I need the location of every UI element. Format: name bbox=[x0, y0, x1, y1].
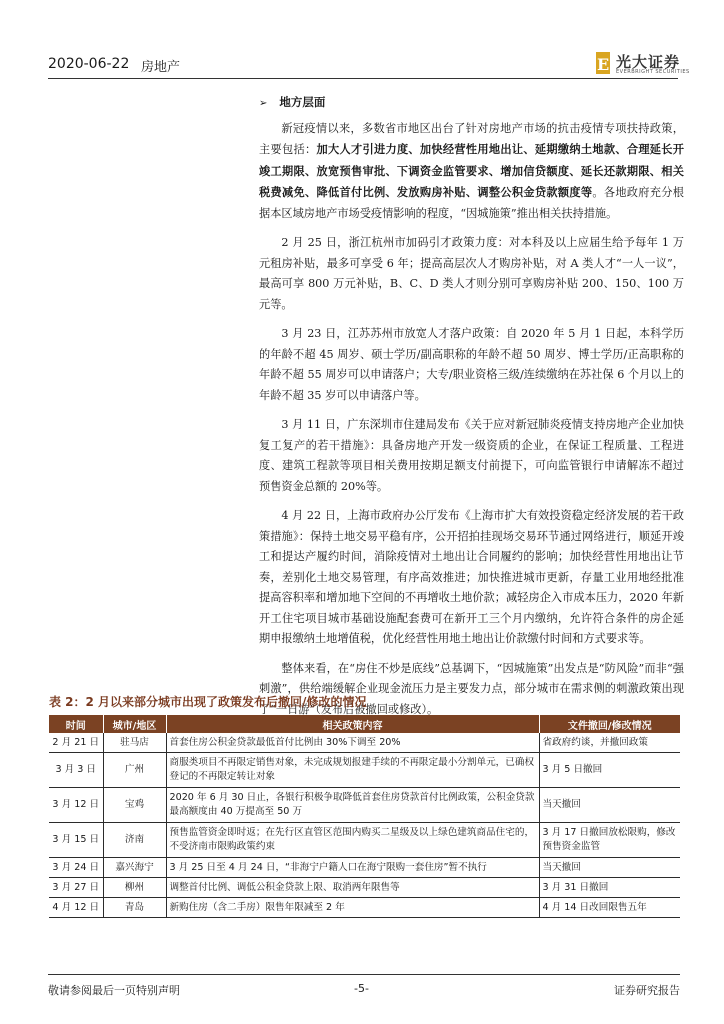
header-divider bbox=[48, 78, 678, 79]
everbright-logo bbox=[596, 50, 716, 78]
cell-city: 青岛 bbox=[103, 898, 166, 918]
cell-content: 首套住房公积金贷款最低首付比例由 30%下调至 20% bbox=[166, 733, 539, 753]
cell-status: 3 月 5 日撤回 bbox=[539, 753, 680, 788]
arrow-bullet-icon: ➢ bbox=[259, 98, 268, 109]
column-header: 文件撤回/修改情况 bbox=[539, 715, 680, 733]
cell-status: 3 月 31 日撤回 bbox=[539, 878, 680, 898]
logo-cn-text: 光大证券 bbox=[616, 53, 681, 71]
table-row bbox=[49, 753, 680, 788]
table-row bbox=[49, 898, 680, 918]
column-header: 时间 bbox=[49, 715, 103, 733]
cell-content: 商服类项目不再限定销售对象，未完成规划报建手续的不再限定最小分割单元，已确权登记的不再限定转让对象 bbox=[166, 753, 539, 788]
policy-list-bold: 加大人才引进力度、加快经营性用地出让、延期缴纳土地款、合理延长开竣工期限、放宽预售审批、下调资金监管要求、增加信贷额度、延长还款期限、相关税费减免、降低首付比例、发放购房补贴、调整公积金贷款额度等 bbox=[259, 142, 684, 199]
table-row bbox=[49, 823, 680, 858]
page-header bbox=[48, 50, 690, 80]
paragraph-shenzhen: 3 月 11 日，广东深圳市住建局发布《关于应对新冠肺炎疫情支持房地产企业加快复工复产的若干措施》：具备房地产开发一级资质的企业，在保证工程质量、工程进度、建筑工程款等项目相关费用按期足额支付前提下，可向监管银行申请解冻不超过预售资金总额的 20%等。 bbox=[259, 418, 684, 493]
sector-label: 房地产 bbox=[141, 60, 181, 75]
cell-time: 3 月 15 日 bbox=[49, 823, 103, 858]
cell-time: 4 月 12 日 bbox=[49, 898, 103, 918]
cell-status: 3 月 17 日撤回放松限购，修改预售资金监管 bbox=[539, 823, 680, 858]
paragraph-overview: 新冠疫情以来，多数省市地区出台了针对房地产市场的抗击疫情专项扶持政策，主要包括：加大人才引进力度、加快经营性用地出让、延期缴纳土地款、合理延长开竣工期限、放宽预售审批、下调资金监管要求、增加信贷额度、延长还款期限、相关税费减免、降低首付比例、发放购房补贴、调整公积金贷款额度等。各地政府充分根据本区域房地产市场受疫情影响的程度，“因城施策”推出相关扶持措施。 bbox=[259, 121, 684, 220]
page-footer bbox=[48, 974, 680, 998]
table-header-row bbox=[49, 715, 680, 733]
table-row bbox=[49, 733, 680, 753]
cell-city: 广州 bbox=[103, 753, 166, 788]
body-content bbox=[259, 92, 684, 729]
report-date: 2020-06-22 bbox=[48, 56, 130, 72]
cell-content: 新购住房（含二手房）限售年限减至 2 年 bbox=[166, 898, 539, 918]
paragraph-shanghai: 4 月 22 日，上海市政府办公厅发布《上海市扩大有效投资稳定经济发展的若干政策措施》：保持土地交易平稳有序，公开招拍挂现场交易环节通过网络进行，顺延开竣工和提达产履约时间，消除疫情对土地出让合同履约的影响；加快经营性用地出让节奏，差别化土地交易管理，有序高效推进；加快推进城市更新，存量工业用地经批准提高容积率和增加地下空间的不再增收土地价款；减轻房企入市成本压力，2020 年新开工住宅项目城市基础设施配套费可在新开工三个月内缴纳，允许符合条件的房企延期申报缴纳土地增值税，优化经营性用地土地出让价款缴付时间和方式要求等。 bbox=[259, 509, 684, 645]
footer-divider bbox=[48, 974, 680, 975]
section-title-text: 地方层面 bbox=[279, 95, 326, 109]
cell-city: 柳州 bbox=[103, 878, 166, 898]
table-row bbox=[49, 788, 680, 823]
cell-city: 嘉兴海宁 bbox=[103, 858, 166, 878]
cell-time: 3 月 3 日 bbox=[49, 753, 103, 788]
table-row bbox=[49, 858, 680, 878]
cell-content: 2020 年 6 月 30 日止，各银行积极争取降低首套住房贷款首付比例政策，公积金贷款最高额度由 40 万提高至 50 万 bbox=[166, 788, 539, 823]
cell-status: 当天撤回 bbox=[539, 788, 680, 823]
logo-mark-icon: E bbox=[596, 52, 610, 74]
cell-status: 省政府约谈，并撤回政策 bbox=[539, 733, 680, 753]
cell-time: 3 月 12 日 bbox=[49, 788, 103, 823]
cell-content: 3 月 25 日至 4 月 24 日，“非海宁户籍人口在海宁限购一套住房”暂不执行 bbox=[166, 858, 539, 878]
cell-content: 调整首付比例、调低公积金贷款上限、取消两年限售等 bbox=[166, 878, 539, 898]
cell-status: 4 月 14 日改回限售五年 bbox=[539, 898, 680, 918]
cell-city: 宝鸡 bbox=[103, 788, 166, 823]
cell-city: 驻马店 bbox=[103, 733, 166, 753]
cell-status: 当天撤回 bbox=[539, 858, 680, 878]
cell-time: 2 月 21 日 bbox=[49, 733, 103, 753]
page-number: -5- bbox=[354, 982, 369, 995]
logo-en-text: EVERBRIGHT SECURITIES bbox=[616, 69, 690, 75]
paragraph-suzhou: 3 月 23 日，江苏苏州市放宽人才落户政策：自 2020 年 5 月 1 日起，本科学历的年龄不超 45 周岁、硕士学历/副高职称的年龄不超 50 周岁、博士学历/正高职称的年龄不超 55 周岁可以申请落户；大专/职业资格三级/连续缴纳在苏社保 6 个月以上的年龄不超 35 岁可以申请落户等。 bbox=[259, 327, 684, 402]
disclaimer-note: 敬请参阅最后一页特别声明 bbox=[48, 984, 180, 997]
table-row bbox=[49, 878, 680, 898]
column-header: 相关政策内容 bbox=[166, 715, 539, 733]
cell-content: 预售监管资金即时返；在先行区直管区范围内购买二星级及以上绿色建筑商品住宅的，不受济南市限购政策约束 bbox=[166, 823, 539, 858]
paragraph-hangzhou: 2 月 25 日，浙江杭州市加码引才政策力度：对本科及以上应届生给予每年 1 万元租房补贴，最多可享受 6 年；提高高层次人才购房补贴，对 A 类人才“一人一议”，最高可享 800 万元补贴，B、C、D 类人才则分别可享购房补贴 200、150、100 万元等。 bbox=[259, 236, 684, 311]
cell-time: 3 月 24 日 bbox=[49, 858, 103, 878]
paragraph-summary: 整体来看，在“房住不炒是底线”总基调下，“因城施策”出发点是“防风险”而非“强刺激”，供给端缓解企业现金流压力是主要发力点，部分城市在需求侧的刺激政策出现了“一日游”（发布后被撤回或修改）。 bbox=[259, 661, 684, 716]
section-heading bbox=[259, 92, 684, 115]
cell-city: 济南 bbox=[103, 823, 166, 858]
column-header: 城市/地区 bbox=[103, 715, 166, 733]
cell-time: 3 月 27 日 bbox=[49, 878, 103, 898]
table-title: 表 2：2 月以来部分城市出现了政策发布后撤回/修改的情况 bbox=[49, 695, 367, 709]
policy-revocation-table bbox=[49, 715, 680, 918]
report-type: 证券研究报告 bbox=[614, 984, 680, 997]
